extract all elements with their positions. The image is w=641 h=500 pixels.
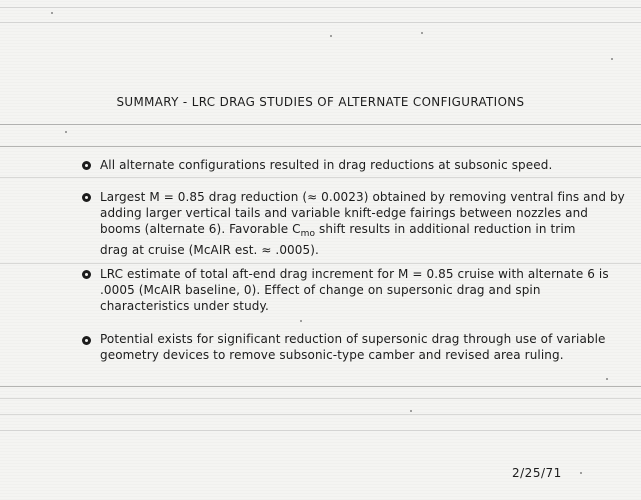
scan-speck bbox=[51, 12, 53, 14]
scan-artifact-line bbox=[0, 177, 641, 178]
document-date: 2/25/71 bbox=[512, 466, 562, 480]
bullet-item bbox=[100, 331, 610, 363]
bullet-text-line: LRC estimate of total aft-end drag increment for M = 0.85 cruise with alternate 6 is bbox=[100, 267, 609, 281]
scan-artifact-line bbox=[0, 22, 641, 23]
bullet-text-line: geometry devices to remove subsonic-type camber and revised area ruling. bbox=[100, 348, 564, 362]
scan-artifact-line bbox=[0, 414, 641, 415]
scan-speck bbox=[580, 472, 582, 474]
bullet-item bbox=[100, 266, 610, 314]
bullet-text-line: Largest M = 0.85 drag reduction (≈ 0.0023) obtained by removing ventral fins and by bbox=[100, 190, 625, 204]
scan-speck bbox=[421, 32, 423, 34]
bullet-text-line bbox=[100, 221, 610, 242]
bullet-item bbox=[100, 189, 625, 258]
bullet-marker bbox=[82, 270, 91, 279]
scan-speck bbox=[300, 320, 302, 322]
bullet-marker bbox=[82, 193, 91, 202]
scan-speck bbox=[65, 131, 67, 133]
bullet-text-line: adding larger vertical tails and variable knift-edge fairings between nozzles and bbox=[100, 206, 589, 220]
bullet-item bbox=[100, 157, 610, 173]
scan-artifact-line bbox=[0, 124, 641, 125]
scan-artifact-line bbox=[0, 263, 641, 264]
subscript-text: mo bbox=[300, 229, 316, 239]
bullet-text-line: drag at cruise (McAIR est. ≈ .0005). bbox=[100, 243, 319, 257]
bullet-marker bbox=[82, 336, 91, 345]
bullet-text-line: Potential exists for significant reduction of supersonic drag through use of variable bbox=[100, 332, 606, 346]
page-title: SUMMARY - LRC DRAG STUDIES OF ALTERNATE CONFIGURATIONS bbox=[116, 94, 525, 109]
scan-artifact-line bbox=[0, 398, 641, 399]
bullet-marker bbox=[82, 161, 91, 170]
bullet-text-fragment: booms (alternate 6). Favorable C bbox=[100, 222, 301, 236]
bullet-text-line: .0005 (McAIR baseline, 0). Effect of change on supersonic drag and spin bbox=[100, 283, 541, 297]
bullet-text-fragment: shift results in additional reduction in trim bbox=[315, 222, 576, 236]
scan-artifact-line bbox=[0, 146, 641, 147]
scan-speck bbox=[410, 410, 412, 412]
scan-artifact-line bbox=[0, 7, 641, 8]
scan-artifact-line bbox=[0, 386, 641, 387]
scan-speck bbox=[611, 58, 613, 60]
scan-artifact-line bbox=[0, 430, 641, 431]
scan-speck bbox=[606, 378, 608, 380]
bullet-text-line: characteristics under study. bbox=[100, 299, 269, 313]
bullet-text-line: All alternate configurations resulted in drag reductions at subsonic speed. bbox=[100, 158, 553, 172]
scan-speck bbox=[330, 35, 332, 37]
